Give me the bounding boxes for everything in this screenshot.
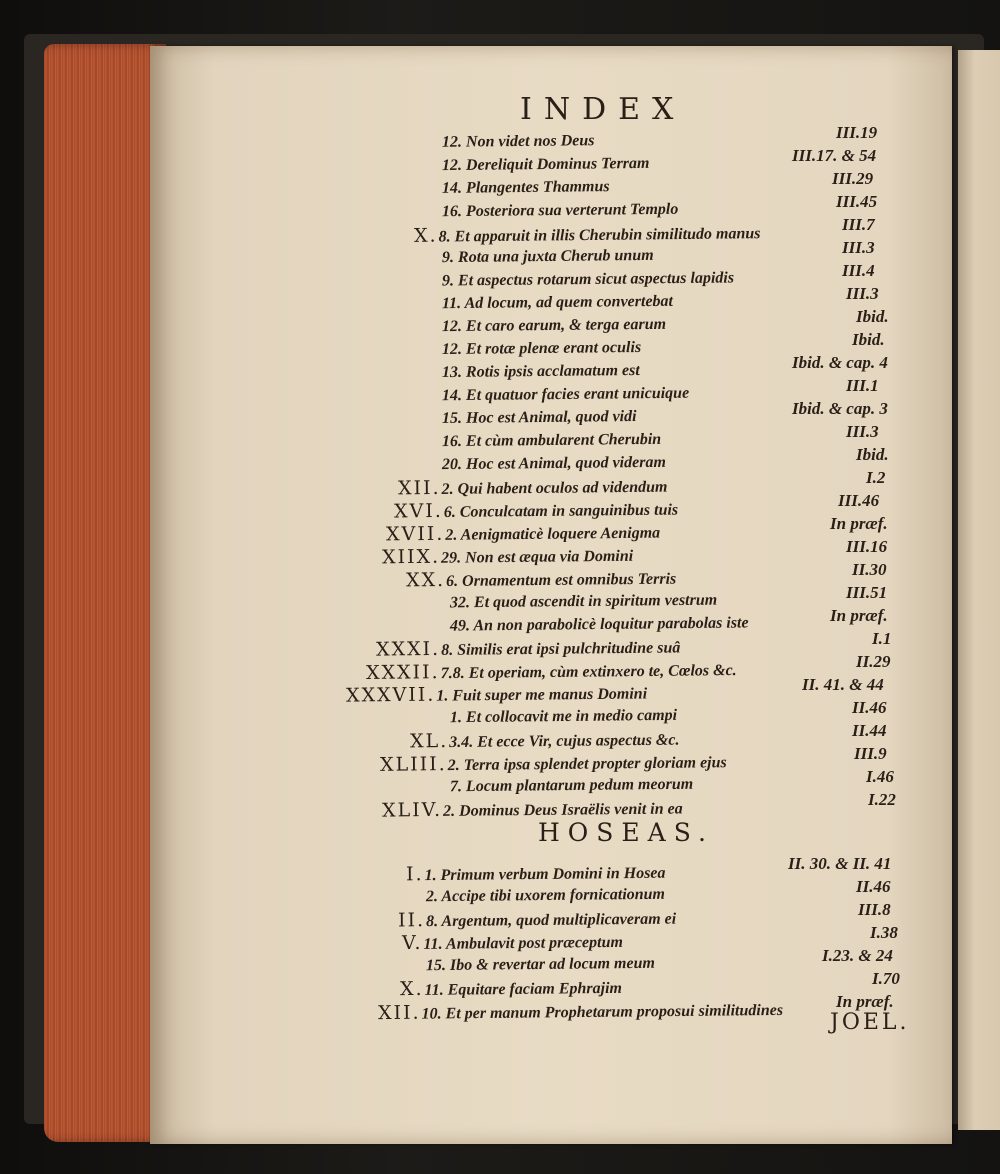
verse-text: 8. Argentum, quod multiplicaveram ei (425, 910, 677, 931)
page-reference: II.46 (856, 877, 891, 896)
index-entry (398, 475, 668, 500)
verse-text: 16. Posteriora sua verterunt Templo (441, 200, 679, 221)
page-reference: II.44 (852, 721, 887, 740)
verse-text: 2. Accipe tibi uxorem fornicationum (425, 885, 666, 906)
verse-text: 7. Locum plantarum pedum meorum (449, 775, 694, 796)
verse-text: 12. Et caro earum, & terga earum (441, 315, 667, 336)
page-reference: III.7 (842, 215, 875, 234)
page-reference: I.22 (868, 790, 896, 809)
page-reference: In præf. (830, 606, 888, 625)
index-entry (442, 406, 637, 430)
chapter-numeral: X. (413, 224, 438, 247)
chapter-numeral: XVI. (393, 499, 443, 523)
page-reference: Ibid. (856, 307, 889, 326)
facing-page-edge (958, 50, 1000, 1130)
verse-text: 1. Fuit super me manus Domini (436, 685, 648, 705)
hoseas-entry (426, 953, 655, 977)
verse-text: 11. Ambulavit post præceptum (423, 933, 623, 953)
verse-text: 14. Plangentes Thammus (441, 178, 610, 197)
verse-text: 7.8. Et operiam, cùm extinxero te, Cœlos &c. (440, 662, 737, 683)
verse-text: 6. Ornamentum est omnibus Terris (446, 570, 677, 590)
chapter-numeral: XL. (409, 730, 449, 753)
verse-text: 16. Et cùm ambularent Cherubin (441, 430, 662, 451)
catchword: JOEL. (830, 1010, 910, 1035)
chapter-numeral: XXXVII. (345, 683, 436, 707)
page-reference: In præf. (836, 992, 894, 1011)
chapter-numeral: XVII. (385, 522, 445, 546)
page-reference: I.38 (870, 923, 898, 942)
chapter-numeral: XX. (405, 569, 446, 592)
verse-text: 6. Conculcatam in sanguinibus tuis (443, 501, 679, 521)
page-reference: III.46 (838, 491, 880, 510)
page-reference: I.1 (872, 629, 892, 648)
chapter-numeral: XXXII. (365, 661, 440, 684)
index-entry (380, 750, 727, 776)
chapter-numeral: XII. (377, 1001, 421, 1025)
chapter-numeral: II. (397, 909, 426, 932)
index-entry (442, 130, 595, 154)
page-reference: I.46 (866, 767, 894, 786)
verse-text: 2. Terra ipsa splendet propter gloriam ejus (447, 754, 727, 775)
index-entry (442, 429, 661, 453)
verse-text: 2. Dominus Deus Israëlis venit in ea (443, 800, 683, 820)
verse-text: 14. Et quatuor facies erant unicuique (441, 384, 690, 405)
page-reference: III.29 (832, 169, 874, 188)
chapter-numeral: XLIII. (379, 753, 447, 776)
index-entry (442, 360, 640, 384)
chapter-numeral: XIIX. (381, 545, 441, 569)
verse-text: 12. Dereliquit Dominus Terram (441, 154, 650, 175)
index-entry (450, 612, 749, 637)
page-reference: I.23. & 24 (822, 946, 893, 965)
page-reference: II.46 (852, 698, 887, 717)
verse-text: 13. Rotis ipsis acclamatum est (441, 361, 640, 382)
verse-text: 8. Et apparuit in illis Cherubin similitudo manus (438, 225, 761, 246)
hoseas-entry (426, 884, 665, 909)
index-entry (414, 221, 761, 247)
index-entry (450, 705, 677, 729)
index-entry (442, 176, 610, 200)
verse-text: 10. Et per manum Prophetarum proposui similitudines (421, 1001, 784, 1023)
index-entry (410, 728, 680, 753)
index-entry (366, 658, 737, 684)
chapter-numeral: XII. (397, 476, 441, 500)
page-reference: III.3 (846, 422, 879, 441)
verse-text: 20. Hoc est Animal, quod videram (441, 453, 666, 474)
chapter-numeral: XLIV. (381, 798, 443, 822)
verse-text: 12. Non videt nos Deus (441, 132, 595, 151)
verse-text: 1. Et collocavit me in medio campi (449, 706, 678, 727)
chapter-numeral: X. (399, 977, 424, 1001)
page-reference: III.19 (836, 123, 878, 142)
verse-text: 2. Qui habent oculos ad videndum (441, 478, 668, 498)
verse-text: 11. Equitare faciam Ephrajim (424, 979, 623, 999)
page-reference: II. 41. & 44 (802, 675, 884, 694)
verse-text: 8. Similis erat ipsi pulchritudine suâ (441, 639, 681, 659)
page-reference: III.1 (846, 376, 879, 395)
index-entry (442, 153, 650, 177)
page-reference: II. 30. & II. 41 (788, 854, 892, 873)
verse-text: 1. Primum verbum Domini in Hosea (424, 864, 666, 885)
page-reference: I.2 (866, 468, 886, 487)
chapter-numeral: I. (405, 863, 424, 886)
index-entry (406, 567, 676, 592)
verse-text: 49. An non parabolicè loquitur parabolas iste (449, 614, 749, 635)
verse-text: 9. Et aspectus rotarum sicut aspectus lapidis (441, 269, 735, 290)
page-reference: I.70 (872, 969, 900, 988)
index-entry (394, 498, 678, 523)
index-entry (442, 452, 666, 476)
page-title: INDEX (520, 92, 686, 127)
hoseas-entry (406, 861, 666, 886)
chapter-numeral: XXXI. (375, 637, 441, 661)
page-reference: II.29 (856, 652, 891, 671)
hoseas-entry (402, 930, 623, 954)
hoseas-entry (378, 998, 783, 1024)
page-reference: III.3 (846, 284, 879, 303)
page-reference: III.16 (846, 537, 888, 556)
index-entry (442, 337, 641, 361)
index-entry (442, 383, 689, 408)
verse-text: 3.4. Et ecce Vir, cujus aspectus &c. (449, 731, 680, 751)
page-reference: III.9 (854, 744, 887, 763)
verse-text: 15. Ibo & revertar ad locum meum (425, 954, 655, 975)
index-entry (442, 291, 673, 315)
verse-text: 11. Ad locum, ad quem convertebat (441, 292, 674, 313)
verse-text: 15. Hoc est Animal, quod vidi (441, 407, 637, 428)
page-reference: III.3 (842, 238, 875, 257)
verse-text: 2. Aenigmaticè loquere Aenigma (445, 524, 661, 544)
page-reference: Ibid. & cap. 4 (792, 353, 888, 372)
index-entry (346, 681, 647, 706)
hoseas-entry (398, 907, 676, 932)
index-entry (376, 635, 681, 660)
page-fore-edge (44, 44, 166, 1142)
index-entry (442, 199, 679, 223)
page-reference: Ibid. (852, 330, 885, 349)
page-reference: II.30 (852, 560, 887, 579)
verse-text: 9. Rota una juxta Cherub unum (441, 246, 654, 267)
index-entry (450, 774, 693, 799)
index-entry (386, 521, 660, 546)
page-reference: Ibid. & cap. 3 (792, 399, 888, 418)
chapter-numeral: V. (401, 931, 423, 955)
page-reference: III.17. & 54 (792, 146, 877, 165)
page-reference: III.8 (858, 900, 891, 919)
section-heading-hoseas: HOSEAS. (538, 818, 714, 847)
page-reference: Ibid. (856, 445, 889, 464)
page-reference: III.4 (842, 261, 875, 280)
page-reference: III.51 (846, 583, 888, 602)
verse-text: 29. Non est æqua via Domini (441, 547, 634, 567)
index-entry (450, 590, 717, 615)
hoseas-entry (400, 976, 622, 1000)
index-entry (382, 544, 633, 569)
page-reference: In præf. (830, 514, 888, 533)
verse-text: 32. Et quod ascendit in spiritum vestrum (449, 591, 718, 612)
index-entry (442, 267, 734, 292)
verse-text: 12. Et rotæ plenæ erant oculis (441, 338, 642, 359)
index-entry (442, 245, 654, 269)
page-reference: III.45 (836, 192, 878, 211)
index-entry (442, 314, 666, 338)
